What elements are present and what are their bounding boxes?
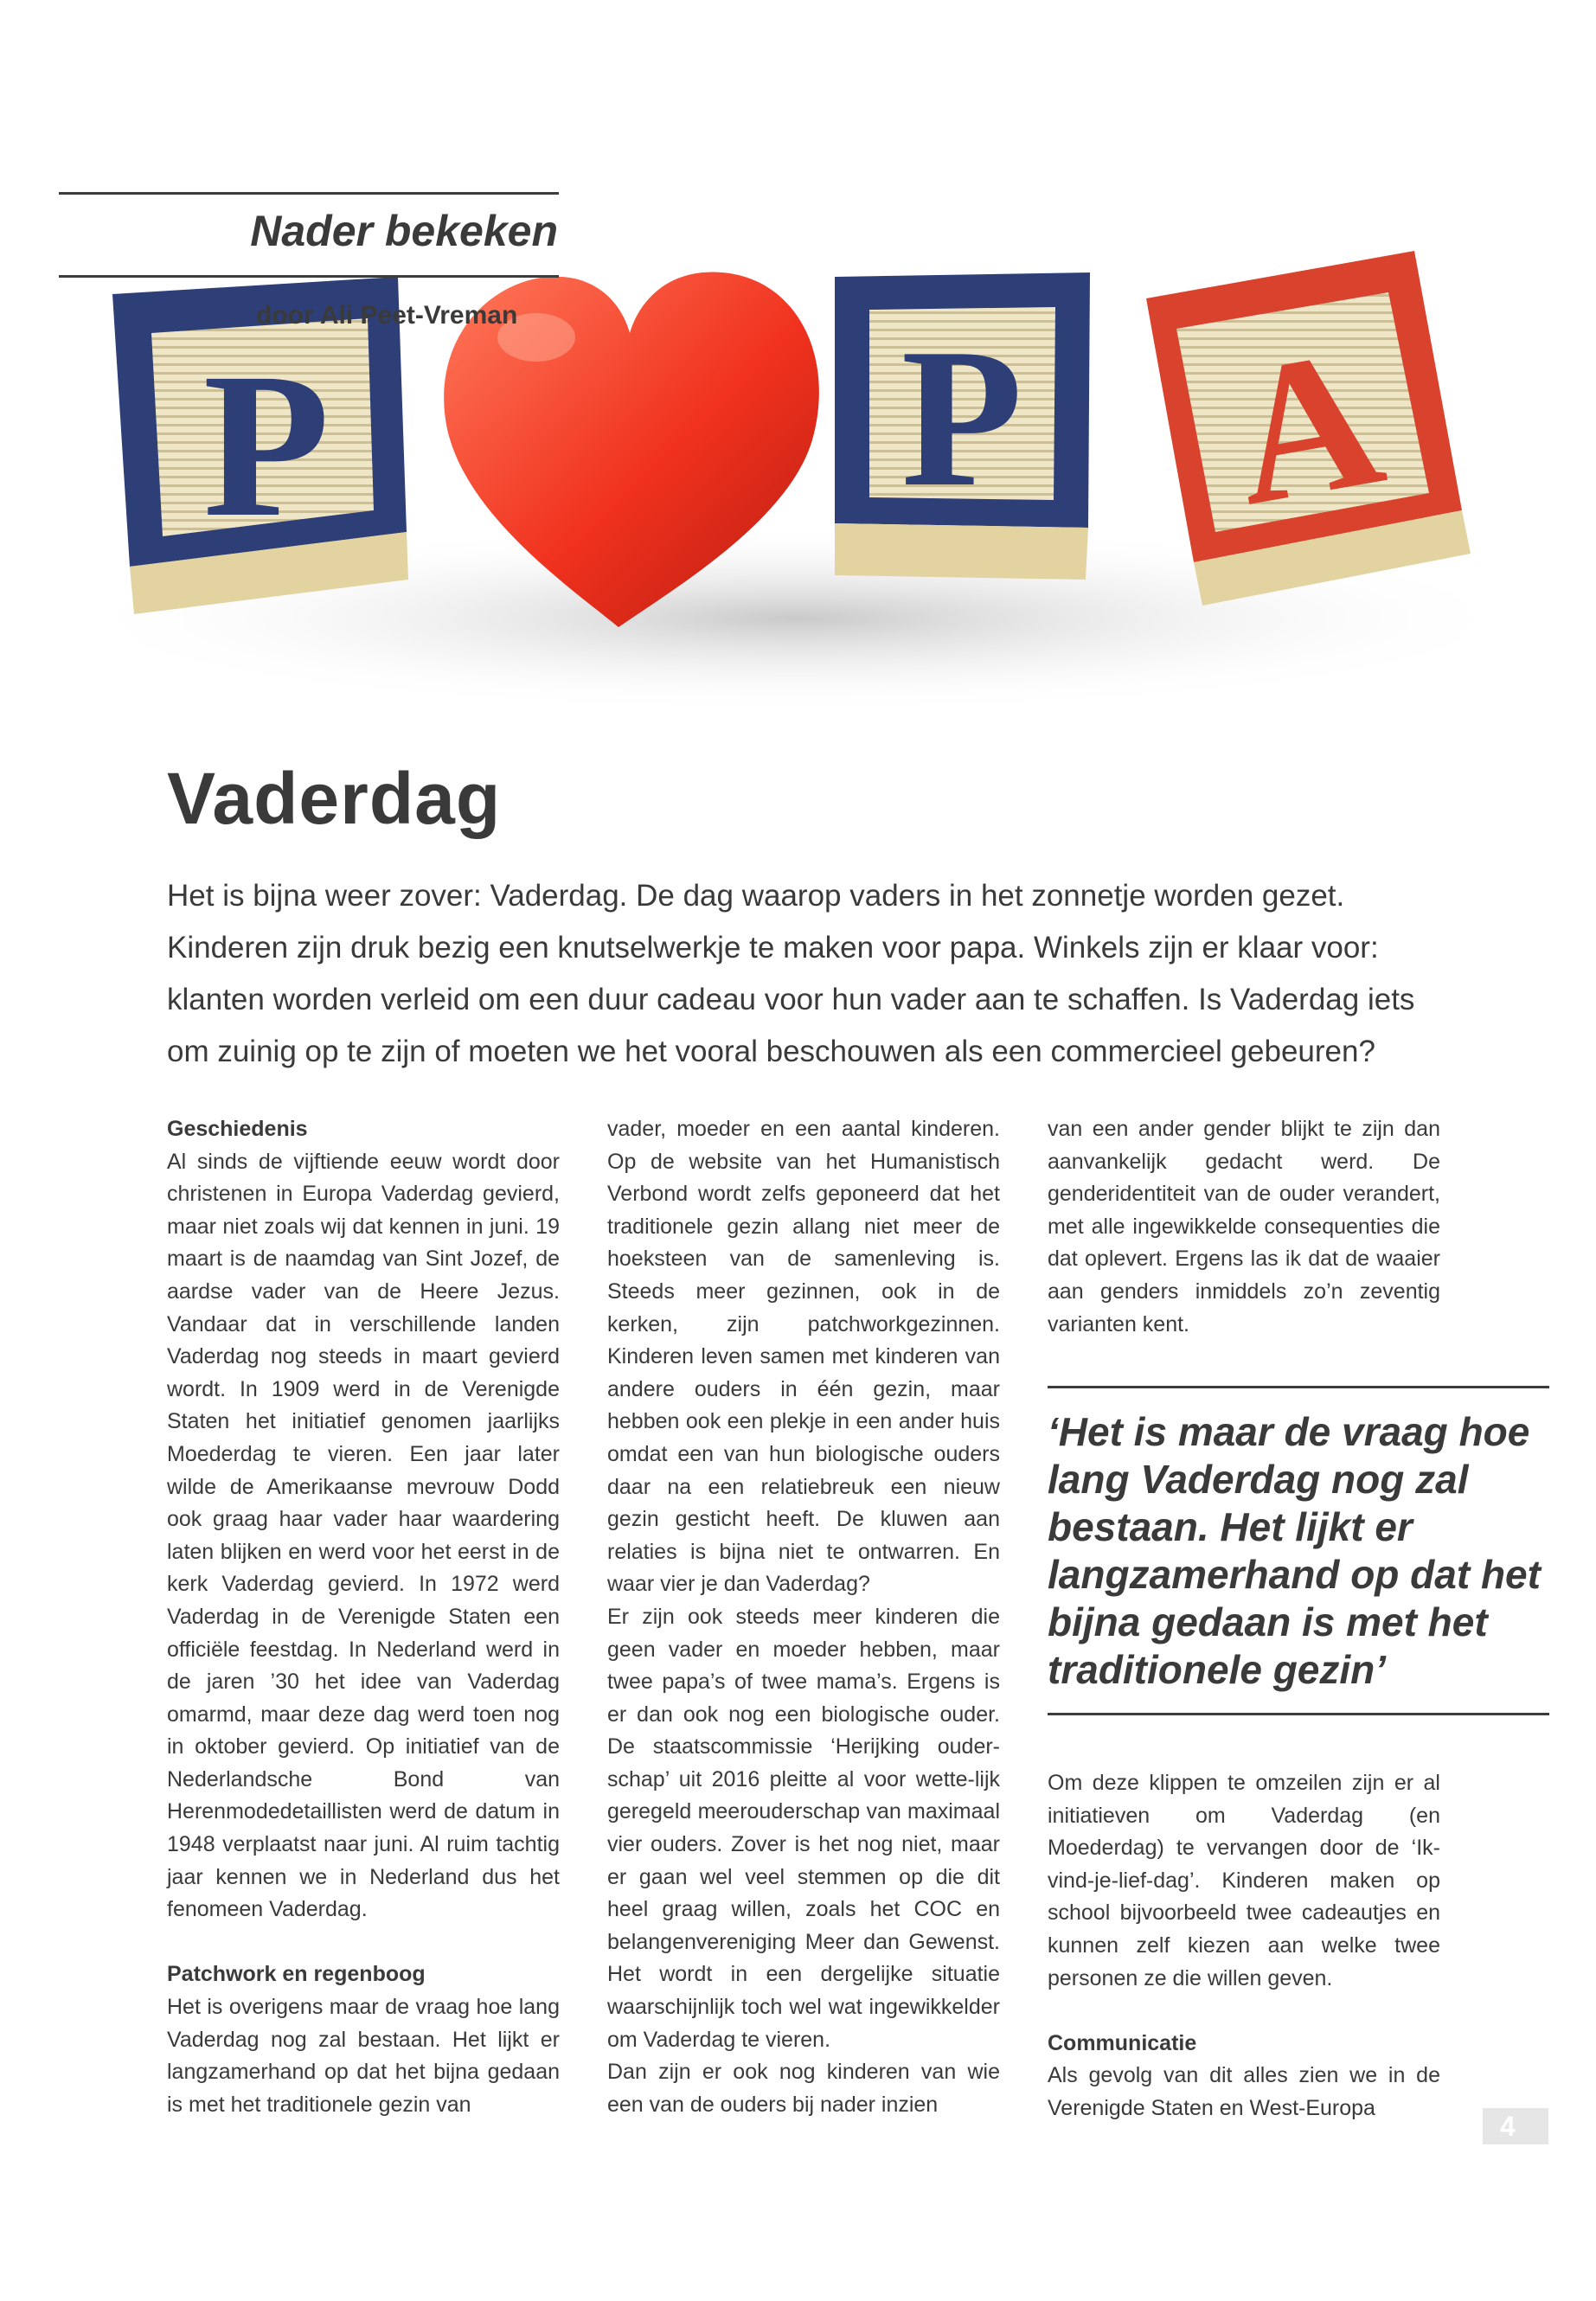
subheading-patchwork: Patchwork en regenboog	[167, 1962, 426, 1987]
paragraph: Al sinds de vijftiende eeuw wordt door christenen in Europa Vaderdag gevierd, maar niet zoals wij dat kennen in juni. 19 maart is de naamdag van Sint Jozef, de aardse vader van de Heere Jezus. Vandaar dat in verschillende landen Vaderdag nog steeds in maart gevierd wordt. In 1909 werd in de Verenigde Staten het initiatief genomen jaarlijks Moederdag te vieren. Een jaar later wilde de Amerikaanse mevrouw Dodd ook graag haar vader haar waardering laten blijken en werd voor het eerst in de kerk Vaderdag gevierd. In 1972 werd Vaderdag in de Verenigde Staten een officiële feestdag. In Nederland werd in de jaren ’30 het idee van Vaderdag omarmd, maar deze dag werd toen nog in oktober gevierd. Op initiatief van de Nederlandsche Bond van Herenmodedetaillisten werd de datum in 1948 verplaatst naar juni. Al ruim tachtig jaar kennen we in Nederland dus het fenomeen Vaderdag.	[167, 1149, 560, 1922]
paragraph: van een ander gender blijkt te zijn dan aanvankelijk gedacht werd. De genderidentiteit van de ouder verandert, met alle ingewikkelde consequenties die dat oplevert. Ergens las ik dat de waaier aan genders inmiddels zo’n zeventig varianten kent.	[1048, 1117, 1440, 1336]
column-3-continued	[1048, 1767, 1440, 2125]
block-a	[1146, 251, 1471, 606]
subheading-communicatie: Communicatie	[1048, 2030, 1197, 2055]
papa-blocks-heart-image	[52, 225, 1540, 709]
header-rule-top	[59, 192, 559, 195]
pull-quote: ‘Het is maar de vraag hoe lang Vaderdag nog zal bestaan. Het lijkt er langzamerhand op dat het bijna gedaan is met het traditionele gezin’	[1048, 1386, 1549, 1715]
article-intro: Het is bijna weer zover: Vaderdag. De dag waarop vaders in het zonnetje worden gezet. Kinderen zijn druk bezig een knutselwerkje te maken voor papa. Winkels zijn er klaar voor: klanten worden verleid om een duur cadeau voor hun vader aan te schaffen. Is Vaderdag iets om zuinig op te zijn of moeten we het vooral beschouwen als een commercieel gebeuren?	[167, 879, 1415, 1068]
block-letter-p-1: P	[202, 330, 330, 560]
byline: door Ali Peet-Vreman	[256, 301, 518, 330]
paragraph: Er zijn ook steeds meer kinderen die geen vader en moeder hebben, maar twee papa’s of twee mama’s. Ergens is er dan ook nog een biologische ouder. De staatscommissie ‘Herijking ouder-schap’ uit 2016 pleitte al voor wette-lijk geregeld meerouderschap van maximaal vier ouders. Zover is het nog niet, maar er gaan wel veel stemmen op die dit heel graag willen, zoals het COC en belangenvereniging Meer dan Gewenst. Het wordt in een dergelijke situatie waarschijnlijk toch wel wat ingewikkelder om Vaderdag te vieren.	[607, 1604, 1000, 2052]
column-3	[1048, 1113, 1440, 1341]
paragraph: Als gevolg van dit alles zien we in de Verenigde Staten en West-Europa	[1048, 2063, 1440, 2120]
block-p-2	[835, 272, 1090, 580]
paragraph: Om deze klippen te omzeilen zijn er al initiatieven om Vaderdag (en Moederdag) te vervangen door de ‘Ik-vind-je-lief-dag’. Kinderen maken op school bijvoorbeeld twee cadeautjes en kunnen zelf kiezen aan welke twee personen ze die willen geven.	[1048, 1771, 1440, 1990]
paragraph: Het is overigens maar de vraag hoe lang Vaderdag nog zal bestaan. Het lijkt er langzamerhand op dat het bijna gedaan is met het traditionele gezin van	[167, 1995, 560, 2117]
article-title: Vaderdag	[167, 758, 502, 839]
paragraph: Dan zijn er ook nog kinderen van wie een van de ouders bij nader inzien	[607, 2060, 1000, 2117]
block-letter-p-2: P	[901, 307, 1023, 528]
page-number: 4	[1483, 2108, 1548, 2144]
column-1	[167, 1113, 560, 2121]
column-2	[607, 1113, 1000, 2121]
paragraph: vader, moeder en een aantal kinderen. Op de website van het Humanistisch Verbond wordt zelfs geponeerd dat het traditionele gezin allang niet meer de hoeksteen van de samenleving is. Steeds meer gezinnen, ook in de kerken, zijn patchworkgezinnen. Kinderen leven samen met kinderen van andere ouders in één gezin, maar hebben ook een plekje in een ander huis omdat een van hun biologische ouders daar na een relatiebreuk een nieuw gezin gesticht heeft. De kluwen aan relaties is bijna niet te ontwarren. En waar vier je dan Vaderdag?	[607, 1117, 1000, 1597]
subheading-geschiedenis: Geschiedenis	[167, 1117, 308, 1141]
section-title: Nader bekeken	[250, 207, 558, 255]
header-rule-bottom	[59, 275, 559, 278]
block-letter-a: A	[1216, 304, 1397, 548]
